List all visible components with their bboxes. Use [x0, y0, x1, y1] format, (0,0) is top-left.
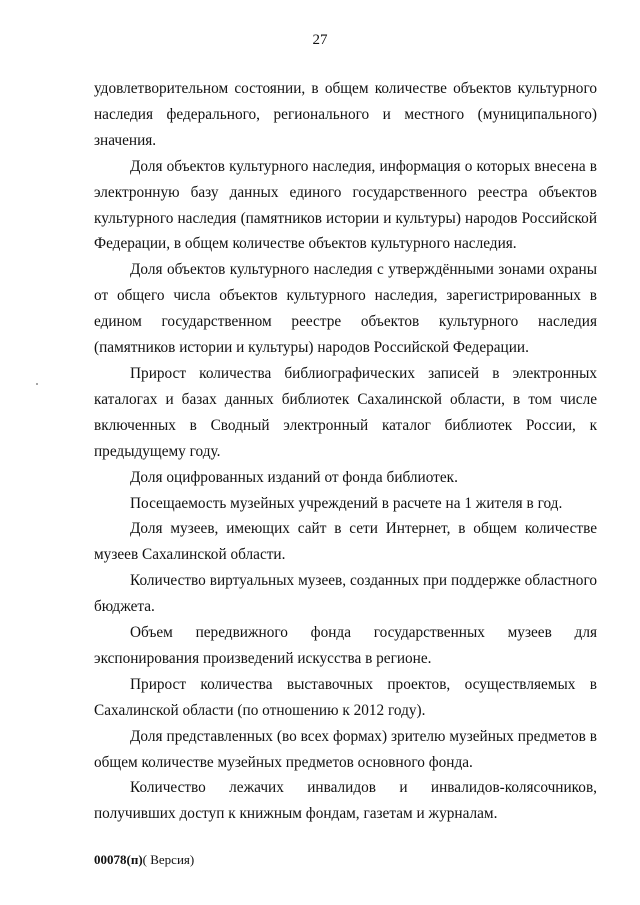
- paragraph-indicator: Доля объектов культурного наследия, информация о которых внесена в электронную базу данных единого государственного реестра объектов культурного наследия (памятников истории и культуры) народов Российской Федерации, в общем количестве объектов культурного наследия.: [94, 157, 597, 253]
- paragraph-indicator: Прирост количества выставочных проектов, осуществляемых в Сахалинской области (по отношению к 2012 году).: [94, 675, 597, 719]
- paragraph-indicator: Доля оцифрованных изданий от фонда библиотек.: [130, 468, 458, 486]
- footer-version: ( Версия): [142, 852, 195, 867]
- paragraph-indicator: Прирост количества библиографических записей в электронных каталогах и базах данных библиотек Сахалинской области, в том числе включенных в Сводный электронный каталог библиотек России, к предыдущему году.: [94, 364, 597, 460]
- paragraph-indicator: Количество лежачих инвалидов и инвалидов-колясочников, получивших доступ к книжным фондам, газетам и журналам.: [94, 779, 597, 823]
- page-number: 27: [312, 32, 328, 48]
- paragraph-continuation: удовлетворительном состоянии, в общем количестве объектов культурного наследия федерального, регионального и местного (муниципального) значения.: [94, 80, 597, 149]
- paragraph-indicator: Доля представленных (во всех формах) зрителю музейных предметов в общем количестве музейных предметов основного фонда.: [94, 727, 597, 771]
- paragraph-indicator: Доля объектов культурного наследия с утверждёнными зонами охраны от общего числа объектов культурного наследия, зарегистрированных в едином государственном реестре объектов культурного наследия (памятников истории и культуры) народов Российской Федерации.: [94, 261, 597, 357]
- scan-artifact: [36, 383, 38, 385]
- document-body: [94, 76, 597, 827]
- paragraph-indicator: Доля музеев, имеющих сайт в сети Интернет, в общем количестве музеев Сахалинской области.: [94, 520, 597, 564]
- paragraph-indicator: Количество виртуальных музеев, созданных при поддержке областного бюджета.: [94, 572, 597, 616]
- footer-document-code: 00078(п): [94, 852, 143, 867]
- paragraph-indicator: Посещаемость музейных учреждений в расчете на 1 жителя в год.: [130, 494, 563, 512]
- paragraph-indicator: Объем передвижного фонда государственных музеев для экспонирования произведений искусства в регионе.: [94, 624, 597, 667]
- footer: [94, 852, 194, 868]
